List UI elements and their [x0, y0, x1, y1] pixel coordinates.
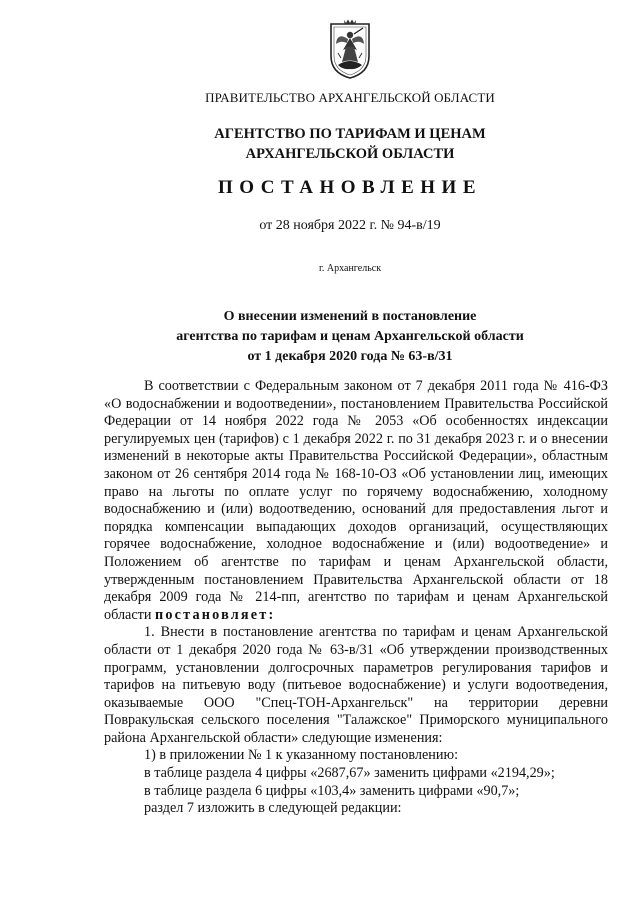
- document-subject: [60, 307, 640, 367]
- government-name: ПРАВИТЕЛЬСТВО АРХАНГЕЛЬСКОЙ ОБЛАСТИ: [205, 90, 495, 105]
- document-body: [104, 378, 608, 818]
- agency-name: [60, 124, 640, 164]
- subject-line-1: О внесении изменений в постановление: [223, 309, 477, 324]
- change-item-section-7: раздел 7 изложить в следующей редакции:: [144, 800, 402, 817]
- subclause-1: 1) в приложении № 1 к указанному постановлению:: [144, 747, 459, 764]
- change-item-table-6: в таблице раздела 6 цифры «103,4» заменить цифрами «90,7»;: [144, 782, 520, 799]
- agency-line-2: АРХАНГЕЛЬСКОЙ ОБЛАСТИ: [245, 146, 455, 162]
- clause-1-paragraph: 1. Внести в постановление агентства по тарифам и ценам Архангельской области от 1 декабря 2020 года № 63-в/31 «Об утверждении производственных программ, установлении долгосрочных параметров регулирования тарифов и тарифов на питьевую воду (питьевое водоснабжение) и услуги водоотведения, оказываемые ООО "Спец-ТОН-Архангельск" на территории деревни Повракульская сельского поселения "Талажское" Приморского муниципального района Архангельской области» следующие изменения:: [104, 624, 608, 746]
- subject-line-2: агентства по тарифам и ценам Архангельской области: [176, 329, 524, 344]
- preamble-text: В соответствии с Федеральным законом от 7 декабря 2011 года № 416-ФЗ «О водоснабжении и водоотведении», постановлением Правительства Российской Федерации от 14 ноября 2022 года № 2053 «Об особенностях индексации регулируемых цен (тарифов) с 1 декабря 2022 г. по 31 декабря 2023 г. и о внесении изменений в некоторые акты Правительства Российской Федерации», областным законом от 26 сентября 2014 года № 168-10-ОЗ «Об установлении лиц, имеющих право на льготы по оплате услуг по горячему водоснабжению, холодному водоснабжению и (или) водоотведению, оснований для предоставления льгот и порядка компенсации выпадающих доходов организаций, осуществляющих горячее водоснабжение, холодное водоснабжение и (или) водоотведение» и Положением об агентстве по тарифам и ценам Архангельской области, утвержденным постановлением Правительства Архангельской области от 18 декабря 2009 года № 214-пп, агентство по тарифам и ценам Архангельской области: [104, 378, 608, 623]
- change-item-table-4: в таблице раздела 4 цифры «2687,67» заменить цифрами «2194,29»;: [144, 765, 555, 782]
- preamble-paragraph: [104, 378, 608, 624]
- document-city: г. Архангельск: [318, 263, 382, 274]
- document-type: ПОСТАНОВЛЕНИЕ: [217, 177, 483, 198]
- subject-line-3: от 1 декабря 2020 года № 63-в/31: [247, 349, 453, 364]
- resolves-keyword: постановляет:: [154, 606, 276, 623]
- agency-line-1: АГЕНТСТВО ПО ТАРИФАМ И ЦЕНАМ: [214, 126, 486, 142]
- document-date-number: от 28 ноября 2022 г. № 94-в/19: [259, 218, 441, 233]
- coat-of-arms-icon: [328, 18, 372, 80]
